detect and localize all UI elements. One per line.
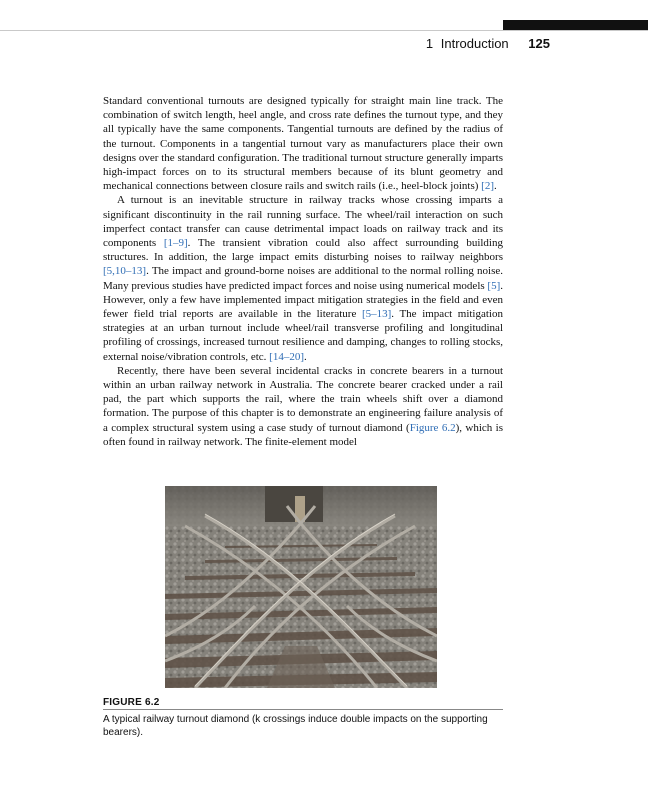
paragraph-2-text-a: A turnout is an inevitable structure in railway tracks whose crossing imparts a significant discontinuity in the rail running surface. The wheel/rail interaction on such imperfect contact transfer can cause detrimental impact loads on railway track and its components [103, 194, 503, 250]
paragraph-2-text-d: . However, only a few have implemented impact mitigation strategies in the field and even fewer field trial reports are available in the literature [103, 279, 503, 321]
paragraph-2-text-b: . The transient vibration could also affect surrounding building structures. In addition, the large impact emits disturbing noises to railway neighbors [103, 237, 503, 264]
paragraph-3 [103, 364, 503, 449]
citation-14-20[interactable]: [14–20] [269, 350, 304, 363]
body-text [103, 94, 503, 449]
figure-caption-rule [103, 709, 503, 710]
chapter-title: Introduction [440, 36, 509, 51]
header-black-bar [503, 20, 648, 30]
paragraph-2 [103, 193, 503, 363]
citation-1-9[interactable]: [1–9] [163, 237, 188, 250]
figure-label: FIGURE 6.2 [103, 697, 160, 708]
paragraph-1 [103, 94, 503, 193]
paragraph-1-end: . [493, 180, 497, 193]
citation-5-13[interactable]: [5–13] [361, 308, 392, 321]
running-head [426, 36, 550, 51]
paragraph-3-text-b: ), which is often found in railway network. The finite-element model [103, 421, 503, 448]
figure-6-2-link[interactable]: Figure 6.2 [409, 421, 456, 434]
turnout-diamond-photo [165, 486, 437, 688]
paragraph-2-text-e: . The impact mitigation strategies at an urban turnout include wheel/rail transverse profiling and longitudinal profiling of crossings, increased turnout resilience and damping, changes to rolling stocks, external noise/vibration controls, etc. [103, 308, 503, 363]
figure-caption: A typical railway turnout diamond (k crossings induce double impacts on the supporting bearers). [103, 714, 488, 738]
header-rule [0, 30, 648, 31]
photo-drawing [165, 486, 437, 688]
paragraph-2-text-f: . [304, 350, 307, 363]
paragraph-3-text-a: Recently, there have been several incidental cracks in concrete bearers in a turnout within an urban railway network in Australia. The concrete bearer cracked under a rail pad, the part which supports the rail, where the train wheels shift over a diamond formation. The purpose of this chapter is to demonstrate an engineering failure analysis of a complex structural system using a case study of turnout diamond ( [103, 364, 503, 434]
chapter-number: 1 [425, 36, 434, 51]
page-number: 125 [528, 36, 550, 51]
citation-5[interactable]: [5] [487, 279, 501, 292]
citation-2[interactable]: [2] [481, 180, 494, 193]
paragraph-1-text: Standard conventional turnouts are designed typically for straight main line track. The combination of switch length, heel angle, and cross rate defines the turnout type, and they all typically have the same components. Tangential turnouts are defined by the radius of the turnout. Components in a tangential turnout vary as manufacturers place their own designs over the standard configuration. The traditional turnout structure generally imparts high-impact forces on to its structural members because of its blunt geometry and mechanical connections between closure rails and switch rails (i.e., heel-block joints) [103, 95, 503, 193]
paragraph-2-text-c: . The impact and ground-borne noises are additional to the normal rolling noise. Many previous studies have predicted impact forces and noise using numerical models [103, 265, 503, 292]
citation-5-10-13[interactable]: [5,10–13] [103, 265, 147, 278]
